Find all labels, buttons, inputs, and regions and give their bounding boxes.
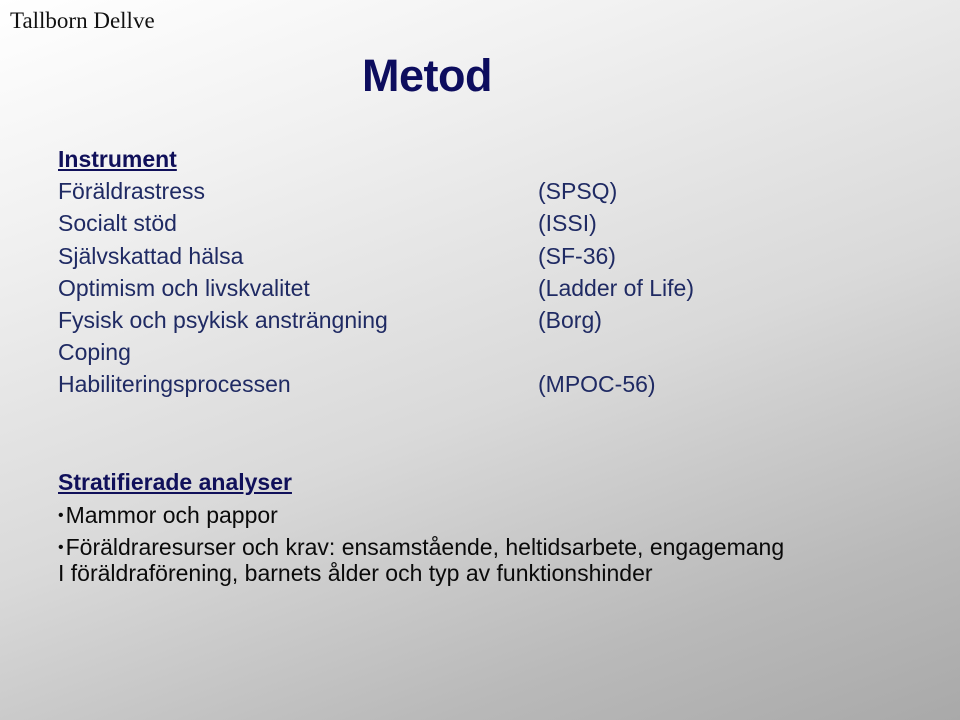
instrument-row (58, 243, 918, 271)
instrument-row (58, 275, 918, 303)
instrument-row (58, 307, 918, 335)
instrument-code: (MPOC-56) (538, 371, 656, 397)
instrument-row (58, 339, 918, 367)
instrument-name: Föräldrastress (58, 178, 205, 204)
stratified-heading-wrap (58, 469, 300, 496)
author-name: Tallborn Dellve (10, 8, 155, 33)
instrument-code: (SF-36) (538, 243, 616, 269)
instrument-row (58, 371, 918, 399)
instrument-code: (SPSQ) (538, 178, 618, 204)
instrument-row (58, 178, 918, 206)
instrument-row (58, 210, 918, 238)
instrument-name: Optimism och livskvalitet (58, 275, 310, 301)
instrument-name: Coping (58, 339, 131, 365)
stratified-heading: Stratifierade analyser (58, 469, 292, 495)
instrument-code: (Ladder of Life) (538, 275, 694, 301)
list-item-text: Föräldraresurser och krav: ensamstående, heltidsarbete, engagemang (65, 534, 785, 560)
bullet-icon: • (58, 539, 64, 556)
instrument-name: Habiliteringsprocessen (58, 371, 291, 397)
instrument-heading: Instrument (58, 146, 177, 172)
instrument-code: (Borg) (538, 307, 602, 333)
instrument-name: Fysisk och psykisk ansträngning (58, 307, 388, 333)
list-item-continuation: I föräldraförening, barnets ålder och typ av funktionshinder (58, 560, 653, 586)
instrument-code: (ISSI) (538, 210, 597, 236)
bullet-icon: • (58, 507, 64, 524)
list-item-text: Mammor och pappor (65, 502, 278, 528)
slide-title: Metod (362, 50, 492, 101)
instrument-name: Självskattad hälsa (58, 243, 244, 269)
list-item (58, 534, 784, 561)
instrument-name: Socialt stöd (58, 210, 177, 236)
list-item (58, 502, 278, 529)
